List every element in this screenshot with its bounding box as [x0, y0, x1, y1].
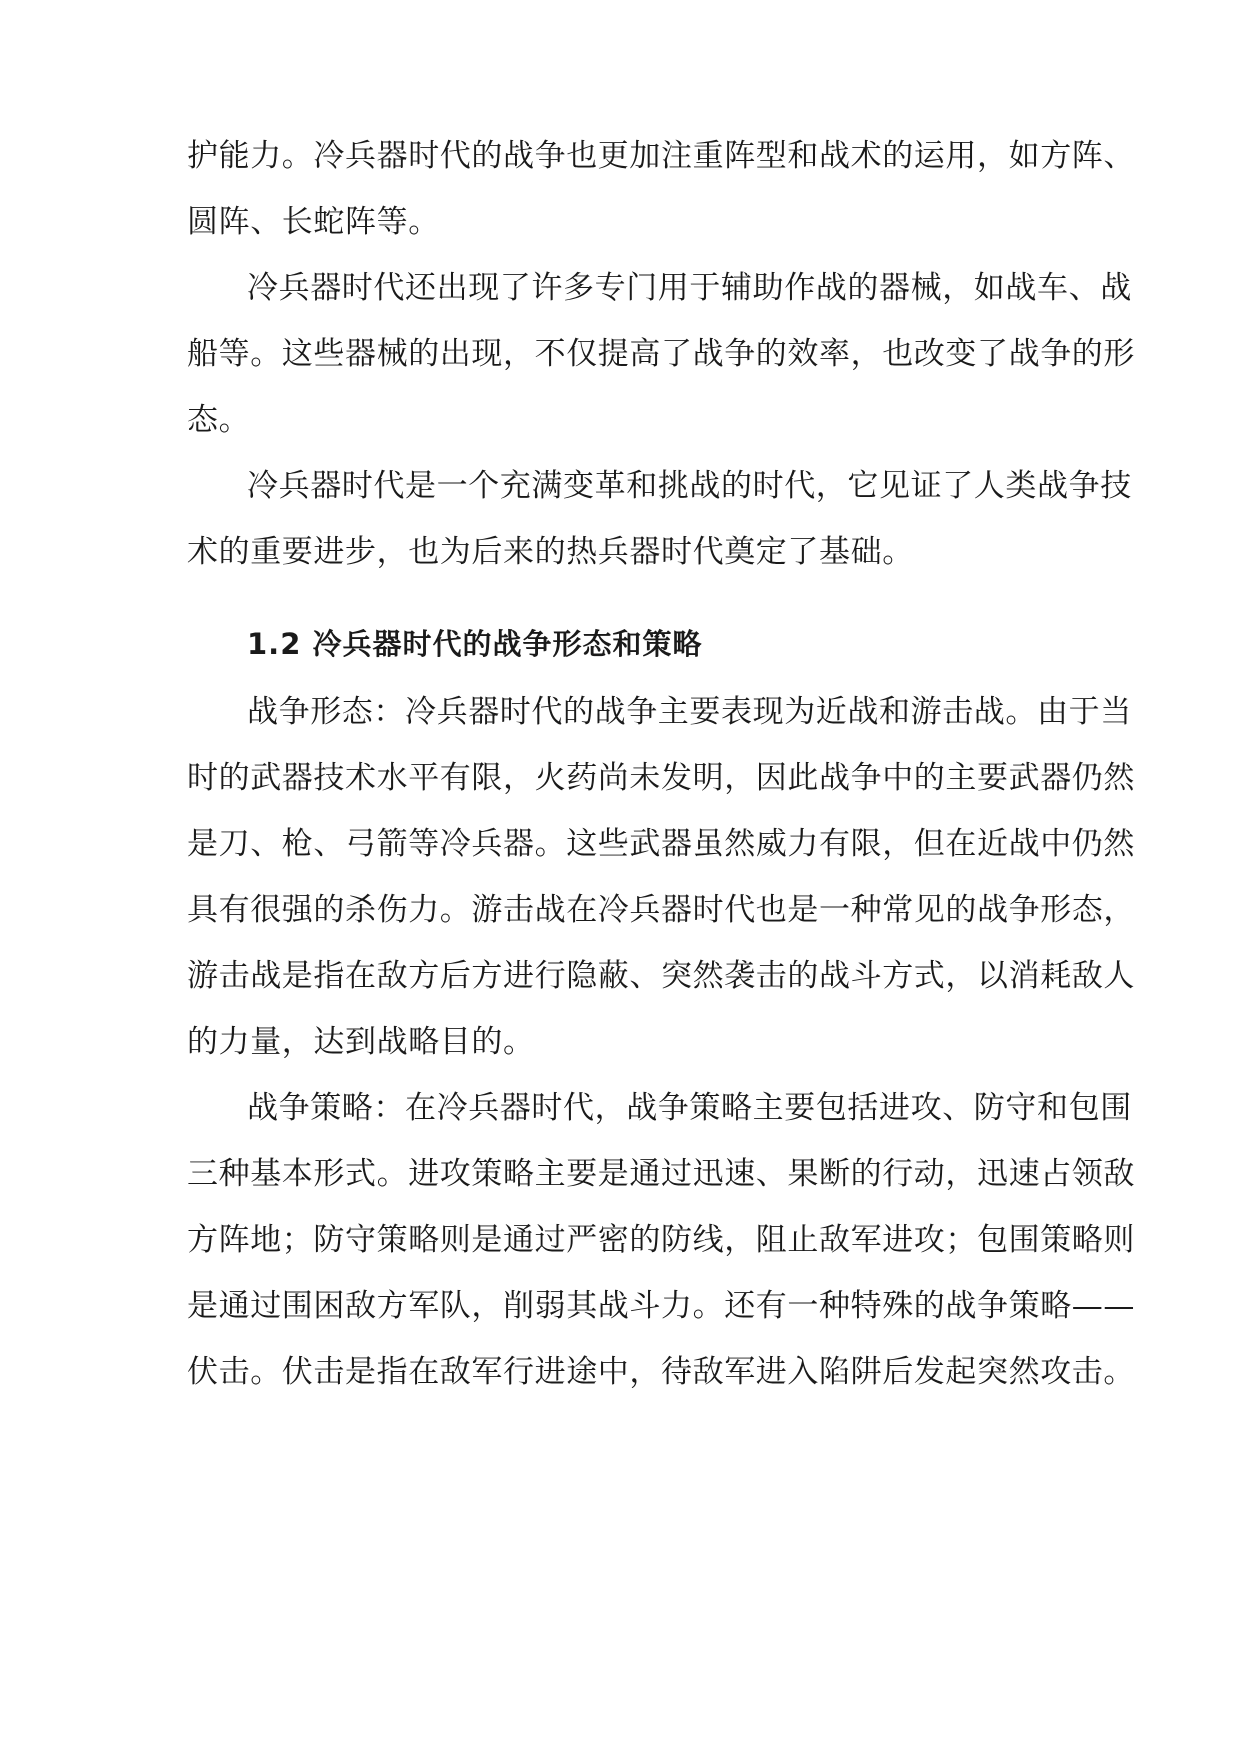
paragraph-4-line-3: 是刀、枪、弓箭等冷兵器。这些武器虽然威力有限，但在近战中仍然: [187, 826, 1135, 862]
paragraph-5-line-2: 三种基本形式。进攻策略主要是通过迅速、果断的行动，迅速占领敌: [187, 1156, 1135, 1192]
paragraph-5-line-5: 伏击。伏击是指在敌军行进途中，待敌军进入陷阱后发起突然攻击。: [187, 1354, 1135, 1390]
paragraph-4-line-1: 战争形态：冷兵器时代的战争主要表现为近战和游击战。由于当: [247, 694, 1132, 730]
section-heading: 1.2 冷兵器时代的战争形态和策略: [247, 627, 703, 661]
paragraph-5-line-4: 是通过围困敌方军队，削弱其战斗力。还有一种特殊的战争策略——: [187, 1288, 1135, 1324]
paragraph-4-line-6: 的力量，达到战略目的。: [187, 1024, 535, 1060]
paragraph-3-line-1: 冷兵器时代是一个充满变革和挑战的时代，它见证了人类战争技: [247, 468, 1132, 504]
paragraph-1-line-1: 护能力。冷兵器时代的战争也更加注重阵型和战术的运用，如方阵、: [187, 138, 1135, 174]
paragraph-4-line-4: 具有很强的杀伤力。游击战在冷兵器时代也是一种常见的战争形态，: [187, 892, 1135, 928]
paragraph-2-line-2: 船等。这些器械的出现，不仅提高了战争的效率，也改变了战争的形: [187, 336, 1135, 372]
paragraph-4-line-2: 时的武器技术水平有限，火药尚未发明，因此战争中的主要武器仍然: [187, 760, 1135, 796]
paragraph-1-line-2: 圆阵、长蛇阵等。: [187, 204, 440, 240]
paragraph-3-line-2: 术的重要进步，也为后来的热兵器时代奠定了基础。: [187, 534, 914, 570]
paragraph-2-line-3: 态。: [187, 402, 251, 438]
paragraph-5-line-3: 方阵地；防守策略则是通过严密的防线，阻止敌军进攻；包围策略则: [187, 1222, 1135, 1258]
paragraph-2-line-1: 冷兵器时代还出现了许多专门用于辅助作战的器械，如战车、战: [247, 270, 1132, 306]
paragraph-5-line-1: 战争策略：在冷兵器时代，战争策略主要包括进攻、防守和包围: [247, 1090, 1132, 1126]
paragraph-4-line-5: 游击战是指在敌方后方进行隐蔽、突然袭击的战斗方式，以消耗敌人: [187, 958, 1135, 994]
